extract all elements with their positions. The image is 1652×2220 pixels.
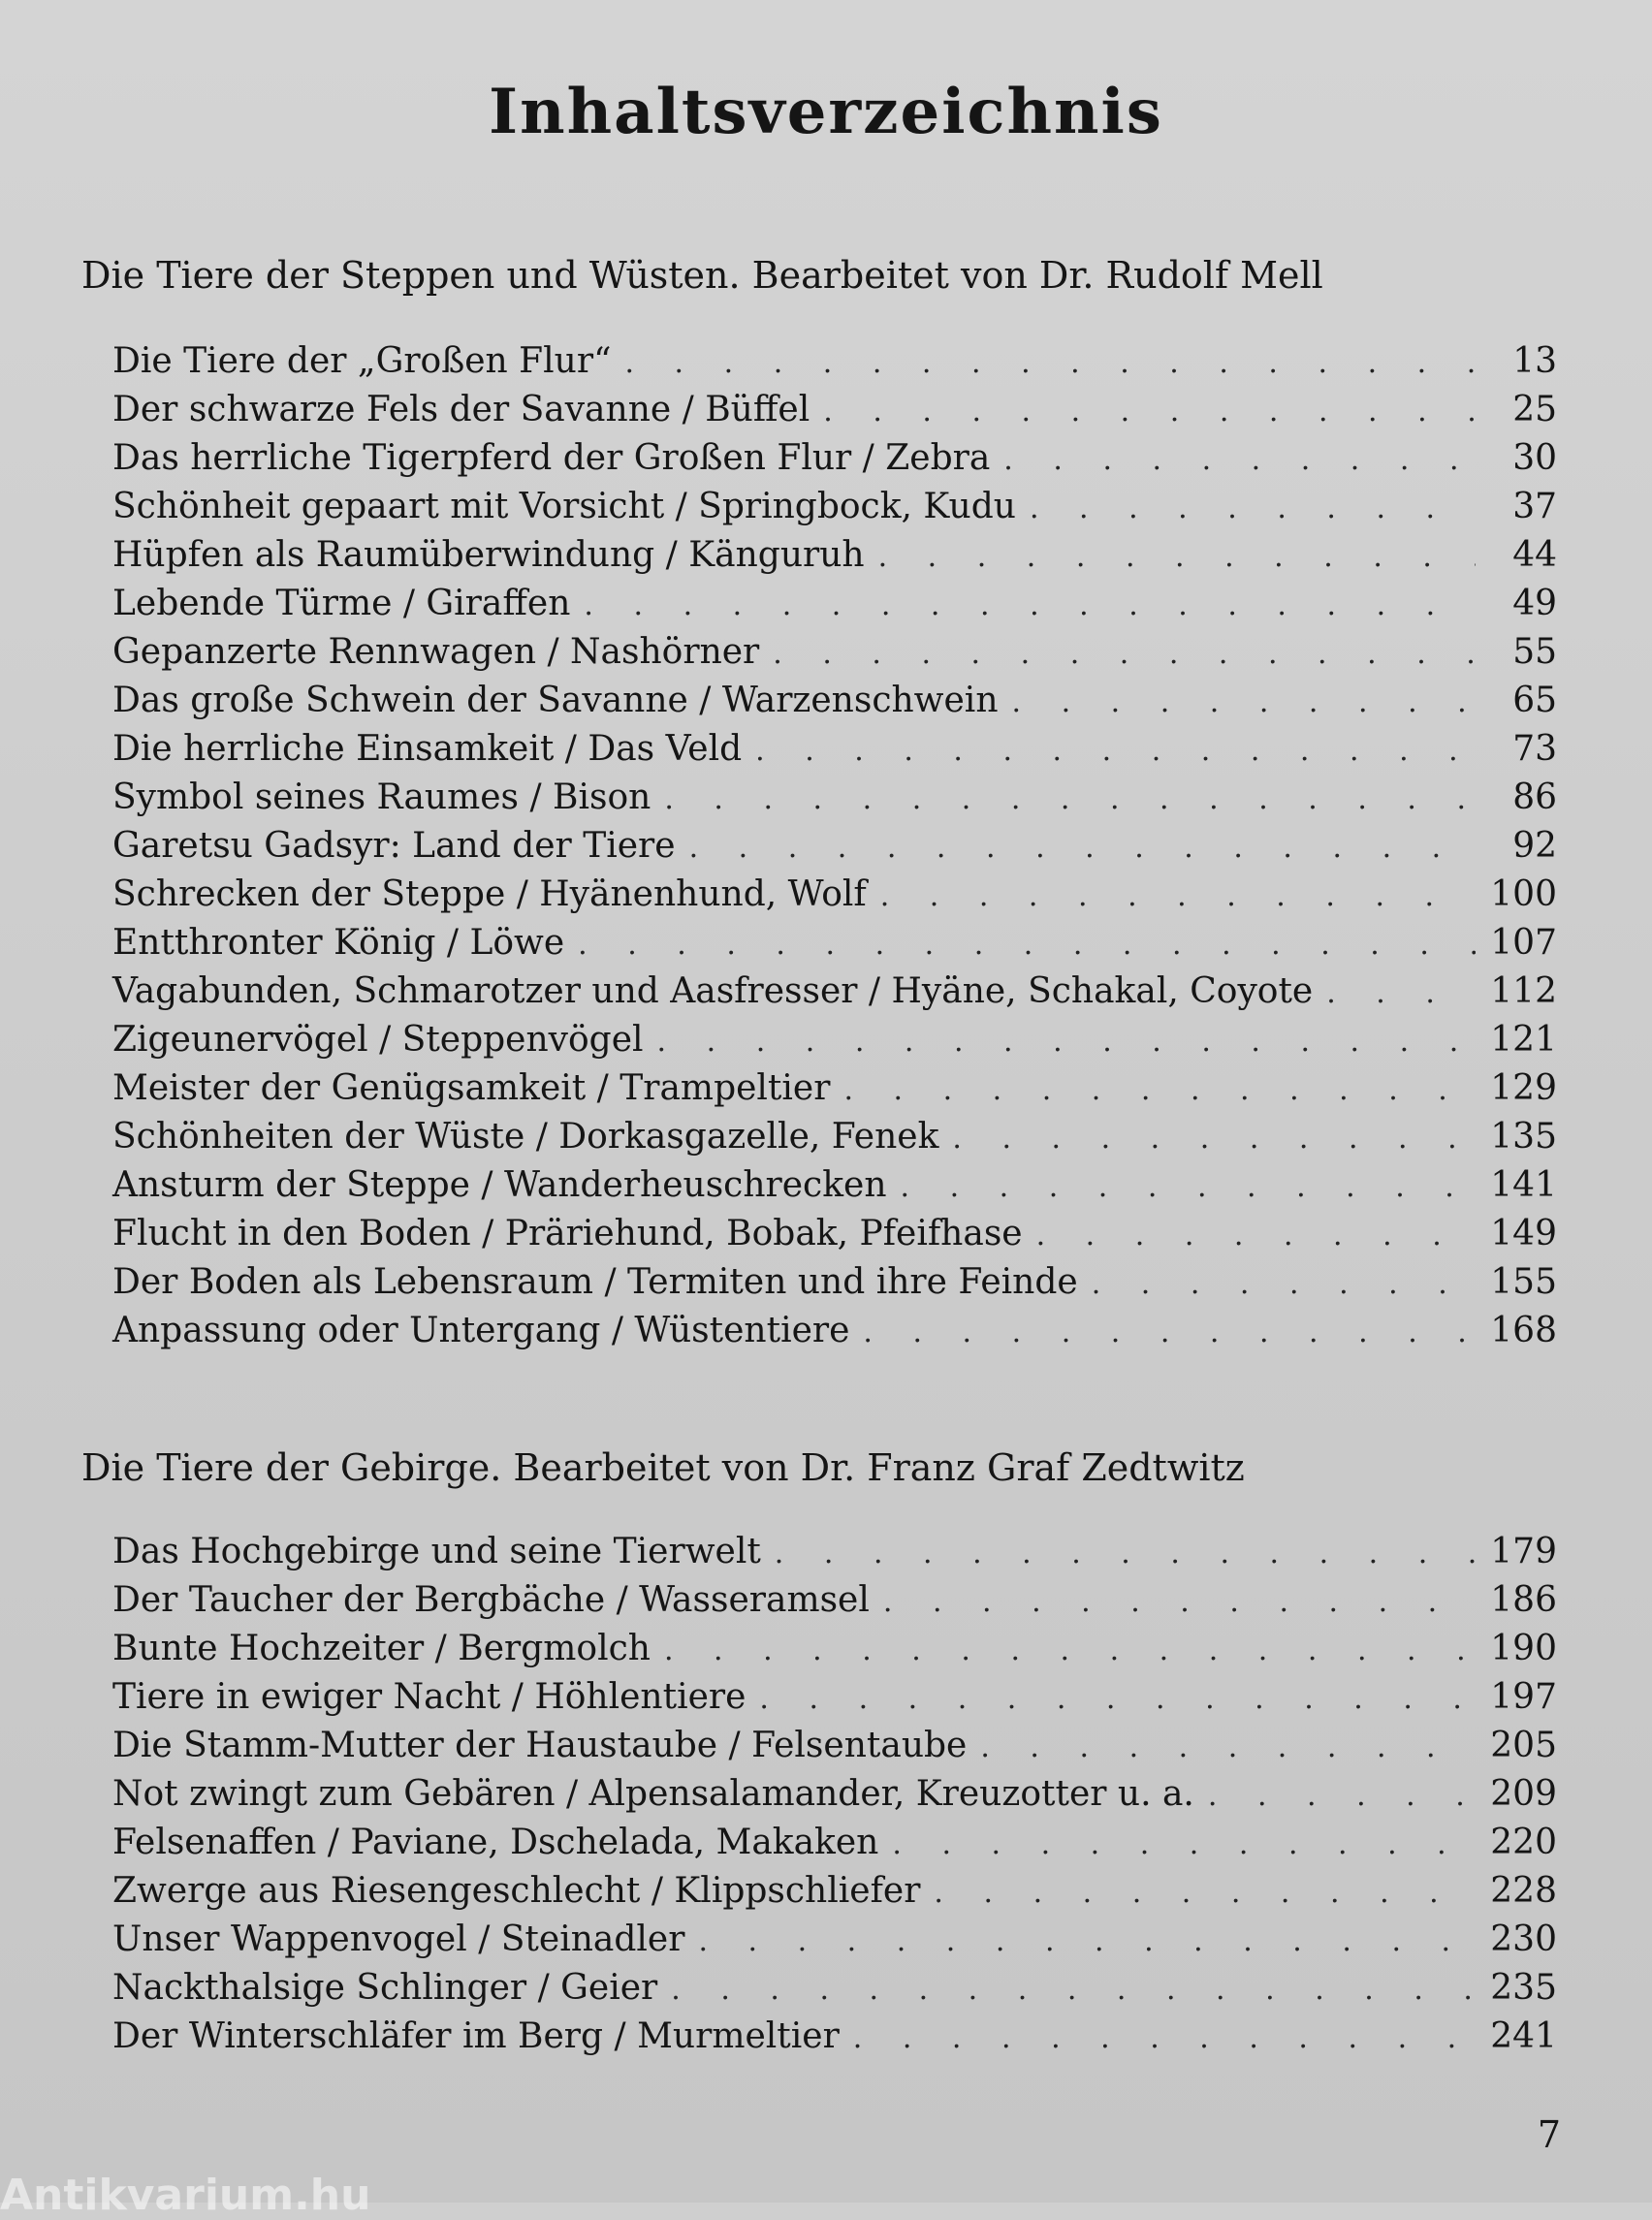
toc-entry-page: 241 <box>1490 2016 1557 2056</box>
toc-leader-dots <box>952 1122 1476 1156</box>
toc-entry-page: 30 <box>1512 438 1557 478</box>
toc-leader-dots <box>755 734 1476 768</box>
section-heading-gebirge: Die Tiere der Gebirge. Bearbeitet von Dr. Franz Graf Zedtwitz <box>81 1446 1245 1489</box>
toc-entry-page: 65 <box>1512 681 1557 720</box>
toc-entry <box>112 390 1557 438</box>
toc-leader-dots <box>773 637 1476 671</box>
toc-entry-page: 86 <box>1512 777 1557 817</box>
toc-entry <box>112 729 1557 777</box>
toc-entry-title: Anpassung oder Untergang / Wüstentiere <box>112 1311 850 1350</box>
toc-leader-dots <box>880 879 1476 913</box>
toc-entry-title: Meister der Genügsamkeit / Trampeltier <box>112 1068 831 1108</box>
toc-entry-page: 129 <box>1490 1068 1557 1108</box>
toc-entry-page: 73 <box>1512 729 1557 769</box>
toc-entry-page: 228 <box>1490 1871 1557 1911</box>
toc-entry <box>112 584 1557 632</box>
toc-entry-page: 25 <box>1512 390 1557 429</box>
toc-leader-dots <box>843 1073 1476 1107</box>
toc-entry <box>112 1117 1557 1165</box>
toc-entry-title: Schönheit gepaart mit Vorsicht / Springbock, Kudu <box>112 487 1016 526</box>
toc-entry-title: Zwerge aus Riesengeschlecht / Klippschliefer <box>112 1871 921 1911</box>
section-heading-steppen: Die Tiere der Steppen und Wüsten. Bearbeitet von Dr. Rudolf Mell <box>81 254 1323 297</box>
toc-entry-page: 44 <box>1512 535 1557 575</box>
toc-entry-title: Der Winterschläfer im Berg / Murmeltier <box>112 2016 840 2056</box>
toc-entry-title: Entthronter König / Löwe <box>112 923 565 963</box>
toc-entry <box>112 971 1557 1020</box>
toc-entry-title: Flucht in den Boden / Präriehund, Bobak, Pfeifhase <box>112 1214 1023 1253</box>
toc-entry-page: 92 <box>1512 826 1557 866</box>
toc-entry-page: 107 <box>1490 923 1557 963</box>
toc-entry <box>112 923 1557 971</box>
toc-entry-title: Ansturm der Steppe / Wanderheuschrecken <box>112 1165 887 1205</box>
toc-entry-page: 235 <box>1490 1968 1557 2008</box>
toc-leader-dots <box>863 1316 1476 1349</box>
toc-leader-dots <box>1036 1219 1476 1253</box>
toc-entry-title: Hüpfen als Raumüberwindung / Känguruh <box>112 535 865 575</box>
toc-entry-title: Zigeunervögel / Steppenvögel <box>112 1020 644 1060</box>
toc-entry-title: Der schwarze Fels der Savanne / Büffel <box>112 390 810 429</box>
toc-entry-title: Der Taucher der Bergbäche / Wasseramsel <box>112 1580 870 1620</box>
toc-entry-page: 149 <box>1490 1214 1557 1253</box>
toc-leader-dots <box>1092 1267 1476 1301</box>
toc-leader-dots <box>624 346 1476 380</box>
toc-entry-page: 55 <box>1512 632 1557 672</box>
toc-entry <box>112 1726 1557 1774</box>
toc-entry <box>112 777 1557 826</box>
toc-entry-page: 220 <box>1490 1823 1557 1862</box>
toc-leader-dots <box>934 1876 1476 1910</box>
toc-entry <box>112 1774 1557 1823</box>
toc-entry <box>112 1677 1557 1726</box>
toc-entry-page: 100 <box>1490 874 1557 914</box>
toc-leader-dots <box>664 1633 1476 1667</box>
toc-entry-page: 112 <box>1490 971 1557 1011</box>
toc-entry <box>112 1823 1557 1871</box>
toc-entry <box>112 2016 1557 2065</box>
toc-leader-dots <box>775 1537 1476 1570</box>
toc-leader-dots <box>853 2021 1476 2055</box>
toc-entry <box>112 487 1557 535</box>
toc-leader-dots <box>1003 443 1476 477</box>
toc-leader-dots <box>823 395 1476 428</box>
toc-entry <box>112 874 1557 923</box>
toc-entry-page: 179 <box>1490 1532 1557 1571</box>
toc-leader-dots <box>698 1924 1476 1958</box>
toc-entry <box>112 681 1557 729</box>
toc-entry <box>112 1919 1557 1968</box>
toc-entry-title: Tiere in ewiger Nacht / Höhlentiere <box>112 1677 747 1717</box>
toc-entry <box>112 632 1557 681</box>
toc-entry <box>112 535 1557 584</box>
toc-entry-title: Gepanzerte Rennwagen / Nashörner <box>112 632 760 672</box>
toc-entry <box>112 1214 1557 1262</box>
toc-entry-title: Unser Wappenvogel / Steinadler <box>112 1919 685 1959</box>
toc-entry-title: Das herrliche Tigerpferd der Großen Flur / Zebra <box>112 438 991 478</box>
toc-entry-page: 205 <box>1490 1726 1557 1765</box>
toc-list-steppen <box>112 341 1557 1359</box>
toc-leader-dots <box>671 1973 1476 2007</box>
toc-leader-dots <box>584 588 1476 622</box>
toc-entry-title: Die herrliche Einsamkeit / Das Veld <box>112 729 743 769</box>
toc-entry-page: 168 <box>1490 1311 1557 1350</box>
toc-entry-title: Lebende Türme / Giraffen <box>112 584 571 623</box>
toc-leader-dots <box>878 540 1476 574</box>
watermark: Antikvarium.hu <box>0 2171 371 2220</box>
toc-leader-dots <box>901 1170 1476 1204</box>
toc-leader-dots <box>1208 1779 1476 1813</box>
toc-entry-page: 197 <box>1490 1677 1557 1717</box>
toc-leader-dots <box>1326 976 1476 1010</box>
toc-entry-title: Der Boden als Lebensraum / Termiten und ihre Feinde <box>112 1262 1078 1302</box>
toc-entry-title: Das Hochgebirge und seine Tierwelt <box>112 1532 761 1571</box>
toc-entry-title: Not zwingt zum Gebären / Alpensalamander, Kreuzotter u. a. <box>112 1774 1194 1814</box>
toc-leader-dots <box>883 1585 1476 1619</box>
toc-entry-title: Felsenaffen / Paviane, Dschelada, Makaken <box>112 1823 879 1862</box>
toc-entry-page: 13 <box>1512 341 1557 381</box>
toc-entry <box>112 1262 1557 1311</box>
toc-entry <box>112 1871 1557 1919</box>
toc-entry-title: Die Tiere der „Großen Flur“ <box>112 341 612 381</box>
toc-entry <box>112 1532 1557 1580</box>
toc-entry-page: 190 <box>1490 1629 1557 1668</box>
toc-entry-title: Garetsu Gadsyr: Land der Tiere <box>112 826 676 866</box>
toc-entry-page: 121 <box>1490 1020 1557 1060</box>
toc-leader-dots <box>1012 685 1477 719</box>
toc-leader-dots <box>759 1682 1476 1716</box>
toc-entry <box>112 826 1557 874</box>
toc-entry-title: Die Stamm-Mutter der Haustaube / Felsentaube <box>112 1726 968 1765</box>
toc-entry-page: 37 <box>1512 487 1557 526</box>
toc-entry-title: Schönheiten der Wüste / Dorkasgazelle, Fenek <box>112 1117 939 1157</box>
toc-entry-page: 155 <box>1490 1262 1557 1302</box>
toc-leader-dots <box>657 1025 1476 1059</box>
page-title: Inhaltsverzeichnis <box>489 76 1163 148</box>
toc-entry-page: 230 <box>1490 1919 1557 1959</box>
toc-entry <box>112 1068 1557 1117</box>
toc-entry-page: 141 <box>1490 1165 1557 1205</box>
toc-entry <box>112 1311 1557 1359</box>
toc-entry-title: Schrecken der Steppe / Hyänenhund, Wolf <box>112 874 867 914</box>
toc-entry-page: 209 <box>1490 1774 1557 1814</box>
toc-entry-title: Symbol seines Raumes / Bison <box>112 777 651 817</box>
toc-leader-dots <box>664 782 1476 816</box>
toc-list-gebirge <box>112 1532 1557 2065</box>
toc-entry <box>112 438 1557 487</box>
toc-entry <box>112 341 1557 390</box>
toc-leader-dots <box>980 1730 1476 1764</box>
toc-entry-page: 186 <box>1490 1580 1557 1620</box>
toc-entry <box>112 1629 1557 1677</box>
toc-entry <box>112 1968 1557 2016</box>
toc-entry-page: 49 <box>1512 584 1557 623</box>
toc-entry-title: Bunte Hochzeiter / Bergmolch <box>112 1629 651 1668</box>
toc-entry <box>112 1580 1557 1629</box>
toc-leader-dots <box>689 831 1476 865</box>
toc-leader-dots <box>1030 492 1476 525</box>
page-number: 7 <box>1537 2113 1561 2156</box>
toc-entry-title: Das große Schwein der Savanne / Warzenschwein <box>112 681 999 720</box>
toc-leader-dots <box>892 1827 1476 1861</box>
toc-entry-title: Vagabunden, Schmarotzer und Aasfresser / Hyäne, Schakal, Coyote <box>112 971 1314 1011</box>
toc-entry <box>112 1165 1557 1214</box>
toc-entry <box>112 1020 1557 1068</box>
toc-entry-title: Nackthalsige Schlinger / Geier <box>112 1968 658 2008</box>
toc-entry-page: 135 <box>1490 1117 1557 1157</box>
toc-leader-dots <box>578 928 1476 962</box>
